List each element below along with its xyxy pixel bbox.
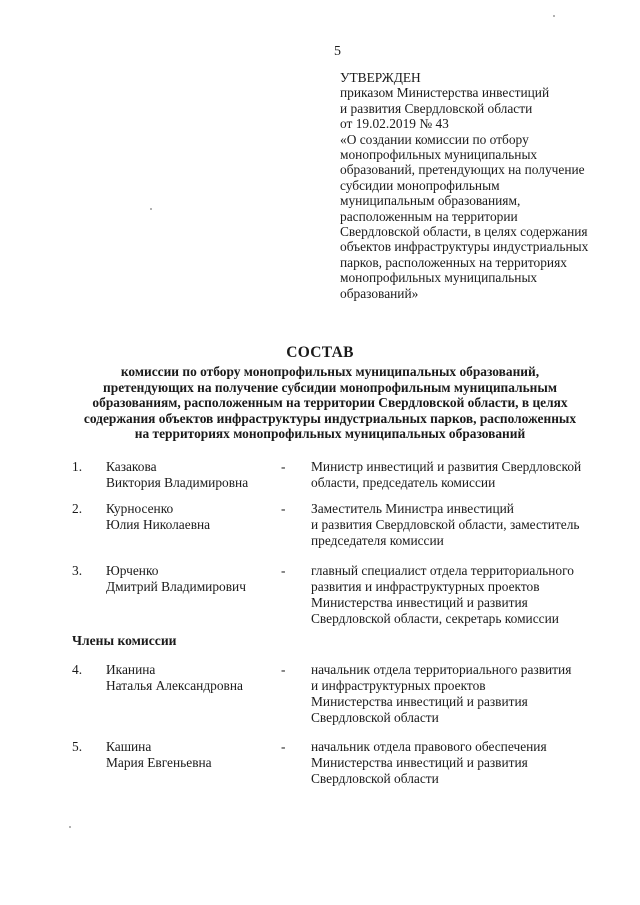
subtitle-line: на территориях монопрофильных муниципальных образований [134,426,526,441]
approval-line: УТВЕРЖДЕН [340,70,421,85]
member-number: 3. [72,563,83,578]
member-number: 1. [72,459,83,474]
member-dash: - [281,662,286,677]
member-surname: Кашина [106,739,152,754]
approval-line: от 19.02.2019 № 43 [340,116,449,132]
subtitle-line: образованиям, расположенным на территории Свердловской области, в целях [92,395,568,410]
role-line: Министерства инвестиций и развития [311,694,528,709]
approval-line: объектов инфраструктуры индустриальных [340,239,589,255]
member-number: 5. [72,739,83,754]
page-number: 5 [334,44,341,59]
approval-line: муниципальным образованиям, [340,193,521,209]
member-role [311,459,611,491]
member-name [106,563,246,595]
member-name [106,662,243,694]
member-surname: Юрченко [106,563,159,578]
approval-line: парков, расположенных на территориях [340,254,567,270]
approval-line: Свердловской области, в целях содержания [340,224,588,240]
approval-line: субсидии монопрофильным [340,177,500,193]
role-line: Свердловской области [311,710,439,725]
approval-line: расположенным на территории [340,208,518,224]
role-line: начальник отдела территориального развития [311,662,572,677]
member-given-names: Виктория Владимировна [106,475,249,490]
member-dash: - [281,563,286,578]
role-line: и развития Свердловской области, заместитель [311,517,580,532]
member-number: 4. [72,662,83,677]
member-surname: Иканина [106,662,156,677]
approval-line: образований» [340,285,419,301]
document-subtitle [60,364,600,442]
member-given-names: Дмитрий Владимирович [106,579,246,594]
role-line: Министерства инвестиций и развития [311,755,528,770]
role-line: Заместитель Министра инвестиций [311,501,514,516]
member-surname: Курносенко [106,501,174,516]
role-line: Министерства инвестиций и развития [311,595,528,610]
role-line: Министр инвестиций и развития Свердловской [311,459,582,474]
role-line: и инфраструктурных проектов [311,678,486,693]
role-line: Свердловской области [311,771,439,786]
approval-line: и развития Свердловской области [340,100,533,116]
approval-line: монопрофильных муниципальных [340,270,538,286]
role-line: председателя комиссии [311,533,444,548]
role-line: начальник отдела правового обеспечения [311,739,547,754]
member-dash: - [281,739,286,754]
role-line: Свердловской области, секретарь комиссии [311,611,559,626]
members-section-heading: Члены комиссии [72,633,177,648]
member-given-names: Мария Евгеньевна [106,755,212,770]
member-given-names: Наталья Александровна [106,678,243,693]
scan-speck [150,208,152,210]
role-line: развития и инфраструктурных проектов [311,579,540,594]
member-name [106,459,248,491]
member-role [311,563,611,627]
member-given-names: Юлия Николаевна [106,517,211,532]
member-role [311,662,611,726]
approval-stamp [340,70,610,301]
subtitle-line: содержания объектов инфраструктуры индустриальных парков, расположенных [83,410,577,426]
member-name [106,739,212,771]
approval-line: «О создании комиссии по отбору [340,131,529,147]
member-role [311,739,611,787]
subtitle-line: претендующих на получение субсидии монопрофильным муниципальным [103,379,557,395]
member-role [311,501,611,549]
scan-speck [553,15,555,17]
member-dash: - [281,501,286,516]
approval-line: образований, претендующих на получение [340,162,585,178]
document-title: СОСТАВ [286,344,354,361]
approval-line: монопрофильных муниципальных [340,147,538,163]
member-dash: - [281,459,286,474]
role-line: главный специалист отдела территориального [311,563,574,578]
member-number: 2. [72,501,83,516]
approval-line: приказом Министерства инвестиций [340,85,550,101]
scan-speck [69,826,71,828]
member-name [106,501,210,533]
role-line: области, председатель комиссии [311,475,496,490]
member-surname: Казакова [106,459,157,474]
subtitle-line: комиссии по отбору монопрофильных муниципальных образований, [120,364,540,379]
